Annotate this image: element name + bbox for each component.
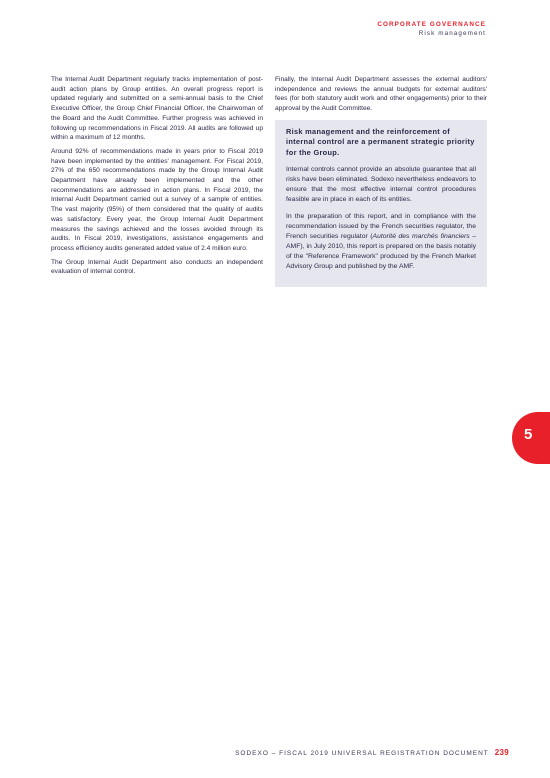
box-title: Risk management and the reinforcement of internal control are a permanent strategic priority for the Group. [286,126,475,157]
paragraph: Around 92% of recommendations made in years prior to Fiscal 2019 have been implemented by the entities' management. For Fiscal 2019, 27% of the 650 recommendations made by the Group Internal Audit Department have already been implemented and the other recommendations are addressed in action plans. In Fiscal 2019, the Internal Audit Department carried out a survey of a sample of entities. The vast majority (95%) of them considered that the quality of audits was satisfactory. Every year, the Group Internal Audit Department measures the savings achieved and the losses avoided through its audits. In Fiscal 2019, investigations, assistance engagements and process efficiency audits generated added value of 2.4 million euro. [51,147,263,252]
box-paragraph [286,212,476,272]
paragraph: The Group Internal Audit Department also conducts an independent evaluation of internal control. [51,258,263,276]
highlight-box [275,120,487,287]
subsection-title: Risk management [418,30,486,37]
page-header [377,20,486,38]
box-paragraph: Internal controls cannot provide an absolute guarantee that all risks have been eliminated. Sodexo nevertheless endeavors to ensure that the most effective internal control procedures feasible are in place in each of its entities. [286,165,476,203]
page-number: 239 [494,748,509,757]
paragraph: The Internal Audit Department regularly tracks implementation of post-audit action plans by Group entities. An overall progress report is updated regularly and submitted on a semi-annual basis to the Chief Executive Officer, the Group Chief Financial Officer, the Chairwoman of the Board and the Audit Committee. Further progress was achieved in following up recommendations in Fiscal 2019. All audits are followed up within a maximum of 12 months. [51,76,263,142]
right-column [275,75,487,287]
left-column [51,75,263,281]
chapter-number: 5 [524,426,533,443]
section-title: CORPORATE GOVERNANCE [377,21,486,28]
text-run: – AMF), in July 2010, this report is prepared on the basis notably of the "Reference Framework" produced by the French Market Advisory Group and published by the AMF. [286,232,476,270]
page-footer [235,748,509,757]
footer-text: SODEXO – FISCAL 2019 UNIVERSAL REGISTRATION DOCUMENT [235,750,489,757]
paragraph: Finally, the Internal Audit Department assesses the external auditors' independence and reviews the annual budgets for external auditors' fees (for both statutory audit work and other engagements) prior to their approval by the Audit Committee. [275,76,487,113]
text-run: In the preparation of this report, and in compliance with the recommendation issued by the French securities regulator, the French securities regulator ( [286,212,476,240]
italic-term: Autorité des marchés financiers [372,232,470,240]
chapter-tab[interactable] [512,412,550,464]
